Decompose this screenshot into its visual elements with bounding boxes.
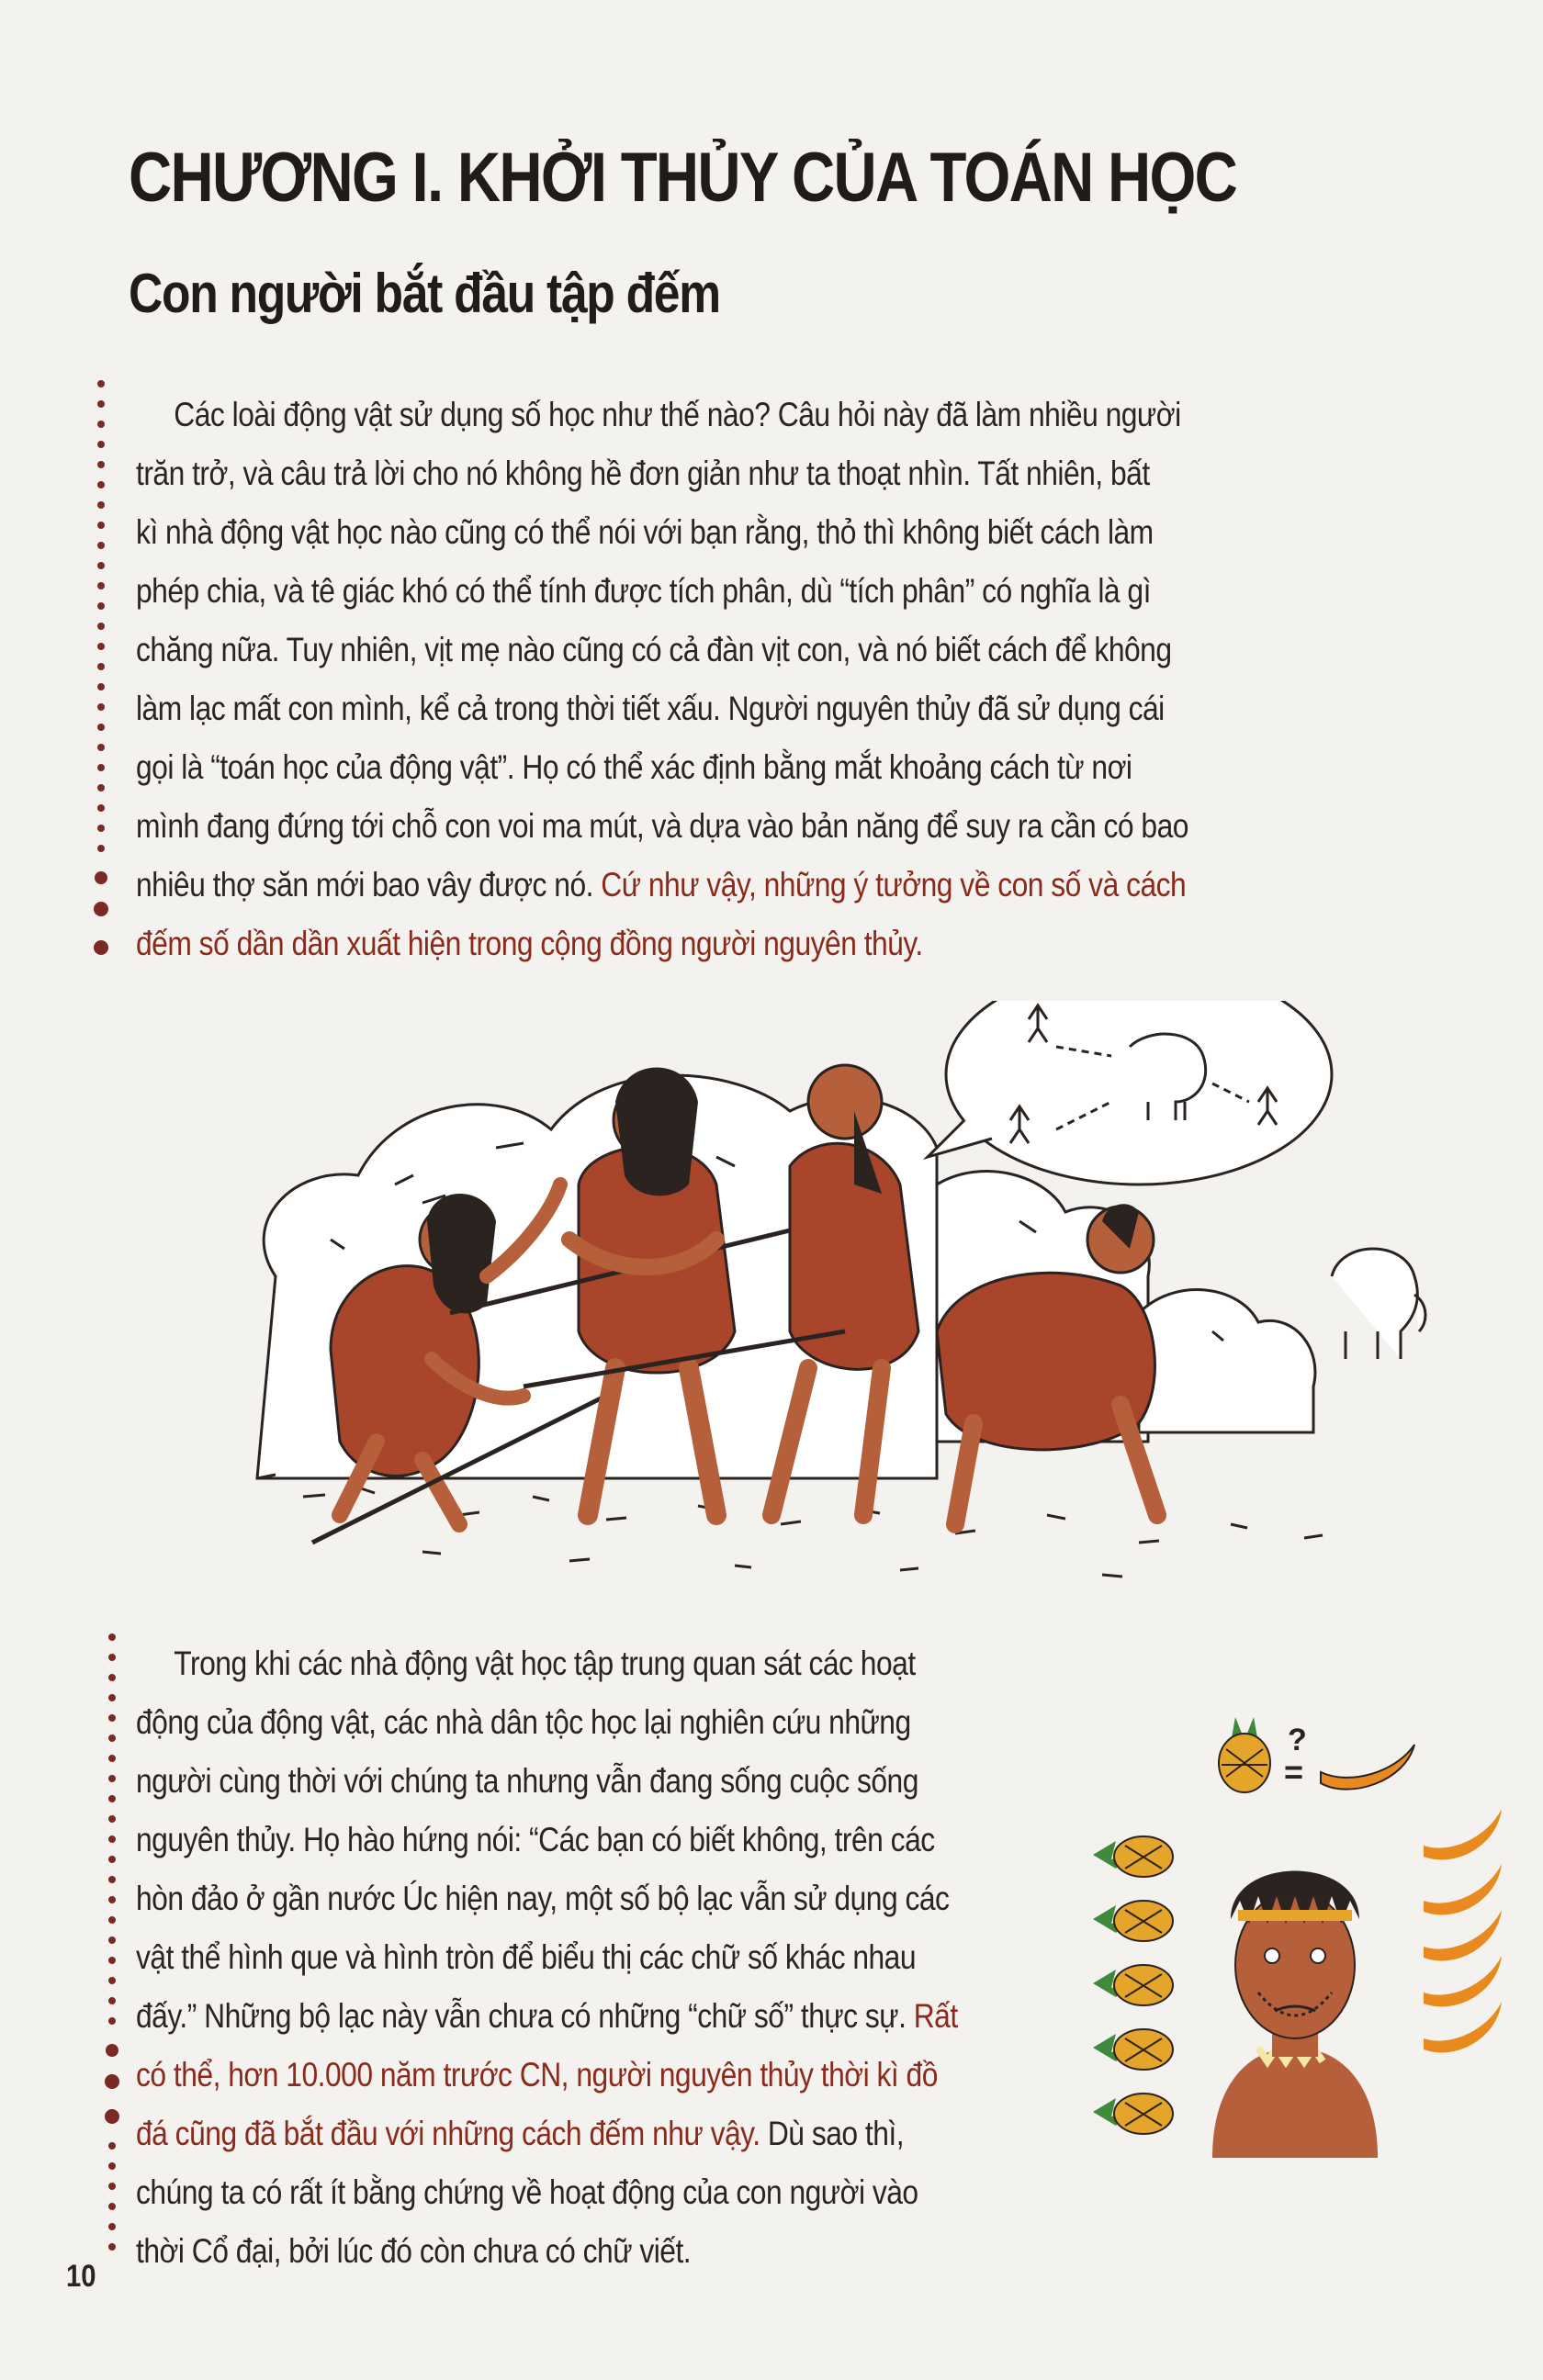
text-line: trăn trở, và câu trả lời cho nó không hề đơn giản như ta thoạt nhìn. Tất nhiên, bất: [136, 455, 1150, 492]
text-line: động của động vật, các nhà dân tộc học lại nghiên cứu những: [136, 1703, 911, 1741]
banana-icon: [1321, 1745, 1414, 1790]
intro-paragraph: [136, 386, 1330, 973]
text-line: Các loài động vật sử dụng số học như thế nào? Câu hỏi này đã làm nhiều người: [174, 396, 1181, 433]
margin-dots-top: [90, 376, 127, 964]
text-line: gọi là “toán học của động vật”. Họ có thể xác định bằng mắt khoảng cách từ nơi: [136, 748, 1132, 786]
text-line: [136, 1987, 958, 2046]
highlighted-text: có thể, hơn 10.000 năm trước CN, người nguyên thủy thời kì đồ: [136, 2056, 938, 2094]
text-line: chúng ta có rất ít bằng chứng về hoạt động của con người vào: [136, 2173, 918, 2211]
page-number: 10: [66, 2259, 96, 2294]
pineapple-column: [1093, 1836, 1173, 2134]
text-line: làm lạc mất con mình, kể cả trong thời tiết xấu. Người nguyên thủy đã sử dụng cái: [136, 690, 1165, 727]
text-line: chăng nữa. Tuy nhiên, vịt mẹ nào cũng có cả đàn vịt con, và nó biết cách để không: [136, 631, 1172, 668]
text-line: phép chia, và tê giác khó có thể tính được tích phân, dù “tích phân” có nghĩa là gì: [136, 572, 1151, 610]
pineapple-icon: [1219, 1717, 1270, 1792]
mammoth-icon: [1332, 1249, 1425, 1359]
text-line: mình đang đứng tới chỗ con voi ma mút, và dựa vào bản năng để suy ra cần có bao: [136, 807, 1188, 845]
text-run: nhiêu thợ săn mới bao vây được nó.: [136, 866, 602, 904]
banana-column: [1424, 1809, 1502, 2052]
ethnography-paragraph: [136, 1634, 1054, 2281]
question-mark: ?: [1288, 1723, 1307, 1757]
highlighted-text: Cứ như vậy, những ý tưởng về con số và cách: [601, 866, 1187, 904]
section-title: Con người bắt đầu tập đếm: [129, 263, 720, 324]
text-line: người cùng thời với chúng ta nhưng vẫn đang sống cuộc sống: [136, 1762, 918, 1800]
text-line: hòn đảo ở gần nước Úc hiện nay, một số bộ lạc vẫn sử dụng các: [136, 1880, 950, 1917]
highlighted-text: đá cũng đã bắt đầu với những cách đếm như vậy.: [136, 2115, 760, 2152]
cavemen-hunting-illustration: [220, 1001, 1525, 1589]
equals-sign: =: [1284, 1753, 1304, 1791]
text-line: thời Cổ đại, bởi lúc đó còn chưa có chữ viết.: [136, 2232, 692, 2270]
text-run: Dù sao thì,: [760, 2115, 905, 2152]
text-line: [136, 856, 1187, 915]
text-line: [136, 2105, 926, 2163]
thought-bubble-hunt-plan: [928, 1001, 1332, 1184]
chapter-title: CHƯƠNG I. KHỞI THỦY CỦA TOÁN HỌC: [129, 139, 1237, 217]
tribesman-counting-illustration: [1075, 1717, 1515, 2158]
text-line: nguyên thủy. Họ hào hứng nói: “Các bạn có biết không, trên các: [136, 1821, 935, 1858]
text-line: kì nhà động vật học nào cũng có thể nói với bạn rằng, thỏ thì không biết cách làm: [136, 513, 1154, 551]
margin-dots-bottom: [101, 1630, 138, 2273]
highlighted-text: Rất: [913, 1997, 958, 2035]
highlighted-text: đếm số dần dần xuất hiện trong cộng đồng người nguyên thủy.: [136, 925, 923, 962]
tribesman: [1212, 1871, 1378, 2159]
text-line: Trong khi các nhà động vật học tập trung quan sát các hoạt: [174, 1645, 916, 1682]
text-run: đấy.” Những bộ lạc này vẫn chưa có những “chữ số” thực sự.: [136, 1997, 914, 2035]
text-line: vật thể hình que và hình tròn để biểu thị các chữ số khác nhau: [136, 1938, 917, 1976]
